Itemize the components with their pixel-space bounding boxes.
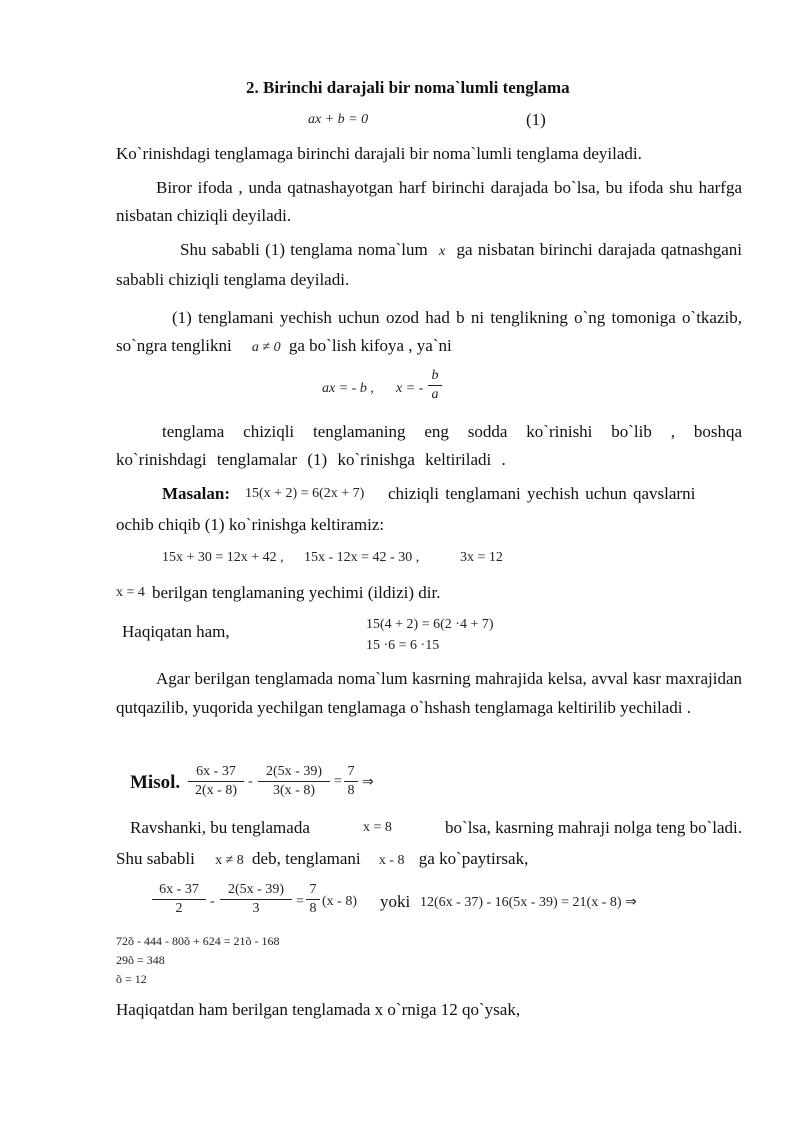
para7-text-e: ga ko`paytirsak, (418, 849, 529, 868)
mult-equals: = (296, 894, 304, 909)
misol-equals: = (334, 774, 342, 789)
example-root: x = 4 (116, 585, 145, 600)
check-line-1: 15(4 + 2) = 6(2 ·4 + 7) (366, 617, 494, 632)
misol-minus: - (248, 774, 253, 789)
example-root-text: berilgan tenglamaning yechimi (ildizi) dir. (152, 583, 441, 602)
paragraph-definition: Ko`rinishdagi tenglamaga birinchi darajali bir noma`lumli tenglama deyiladi. (116, 144, 642, 163)
para7-x-minus-8: x - 8 (378, 853, 405, 868)
solution-fraction (428, 368, 442, 403)
equation-1: ax + b = 0 (308, 112, 369, 127)
para7-text-a: Ravshanki, bu tenglamada (130, 818, 310, 837)
example-step-1: 15x + 30 = 12x + 42 , (162, 550, 284, 565)
solution-numerator: b (428, 368, 442, 386)
para4-text-a: (1) tenglamani yechish uchun ozod had b ni tenglikning o`ng tomoniga o`tkazib, so`ngra tenglikni (116, 308, 742, 355)
paragraph-linear: Biror ifoda , unda qatnashayotgan harf birinchi darajada bo`lsa, bu ifoda shu harfga nisbatan chiziqli deyiladi. (116, 178, 742, 225)
example-step-3: 3x = 12 (460, 550, 503, 565)
misol-f1-num: 6x - 37 (188, 764, 244, 782)
mult-minus: - (210, 894, 215, 909)
check-line-2: 15 ·6 = 6 ·15 (366, 638, 440, 653)
equation-1-number: (1) (526, 110, 546, 129)
para3-variable: x (439, 244, 446, 259)
paragraph-verify: Haqiqatdan ham berilgan tenglamada x o`rniga 12 qo`ysak, (116, 1000, 521, 1019)
para7-line-1 (130, 818, 742, 838)
paragraph-reason (116, 236, 742, 294)
misol-f3-den: 8 (347, 783, 355, 798)
para3-text-b: ga nisbatan birinchi darajada qatnashgani sababli chiziqli tenglama deyiladi. (116, 240, 742, 289)
final-step-3: õ = 12 (116, 972, 147, 986)
para7-text-d: deb, tenglamani (252, 849, 361, 868)
para7-text-b: bo`lsa, kasrning mahraji nolga teng bo`ladi. (445, 818, 742, 837)
para7-x-ne-8: x ≠ 8 (215, 853, 244, 868)
para7-x-eq-8: x = 8 (363, 820, 392, 835)
example-text-b: ochib chiqib (1) ko`rinishga keltiramiz: (116, 515, 385, 534)
misol-label: Misol. (130, 772, 181, 793)
mult-fraction-3 (306, 882, 320, 917)
misol-arrow: ⇒ (362, 775, 374, 790)
mult-g2-den: 3 (252, 901, 260, 916)
mult-fraction-2 (220, 882, 292, 917)
final-step-1: 72õ - 444 - 80õ + 624 = 21õ - 168 (116, 934, 280, 948)
mult-tail: (x - 8) (322, 894, 357, 909)
paragraph-simplest: tenglama chiziqli tenglamaning eng sodda ko`rinishi bo`lib , boshqa ko`rinishdagi tenglamalar (1) ko`rinishga keltiriladi . (116, 422, 742, 469)
example-step-2: 15x - 12x = 42 - 30 , (304, 550, 420, 565)
solution-left: ax = - b , (322, 381, 374, 396)
misol-f3-num: 7 (344, 764, 358, 782)
mult-g3-den: 8 (309, 901, 317, 916)
para4-condition: a ≠ 0 (251, 340, 281, 355)
example-label: Masalan: (162, 484, 230, 503)
final-step-2: 29õ = 348 (116, 953, 165, 967)
mult-g2-num: 2(5x - 39) (220, 882, 292, 900)
mult-fraction-1 (152, 882, 206, 917)
mult-g1-num: 6x - 37 (152, 882, 206, 900)
para4-text-b: ga bo`lish kifoya , ya`ni (288, 336, 452, 355)
misol-fraction-3 (344, 764, 358, 799)
misol-f2-num: 2(5x - 39) (258, 764, 330, 782)
misol-fraction-1 (188, 764, 244, 799)
misol-fraction-2 (258, 764, 330, 799)
example-equation: 15(x + 2) = 6(2x + 7) (245, 486, 365, 501)
misol-f1-den: 2(x - 8) (195, 783, 237, 798)
section-title: 2. Birinchi darajali bir noma`lumli tenglama (246, 78, 570, 97)
para7-text-c: Shu sababli (116, 849, 195, 868)
para7-line-2 (116, 849, 528, 869)
misol-f2-den: 3(x - 8) (273, 783, 315, 798)
paragraph-fraction: Agar berilgan tenglamada noma`lum kasrning mahrajida kelsa, avval kasr maxrajidan qutqazilib, yuqorida yechilgan tenglamaga o`hshash tenglamaga keltirilib yechiladi . (116, 669, 742, 717)
para3-text-a: Shu sababli (1) tenglama noma`lum (180, 240, 428, 259)
example-text-a: chiziqli tenglamani yechish uchun qavslarni (388, 484, 696, 503)
solution-denominator: a (431, 387, 439, 402)
mult-g3-num: 7 (306, 882, 320, 900)
mult-yoki: yoki (380, 892, 411, 911)
mult-g1-den: 2 (175, 901, 183, 916)
solution-x: x = - (396, 381, 424, 396)
mult-alternative: 12(6x - 37) - 16(5x - 39) = 21(x - 8) ⇒ (420, 895, 637, 910)
paragraph-solve (116, 304, 742, 362)
check-label: Haqiqatan ham, (122, 622, 230, 641)
